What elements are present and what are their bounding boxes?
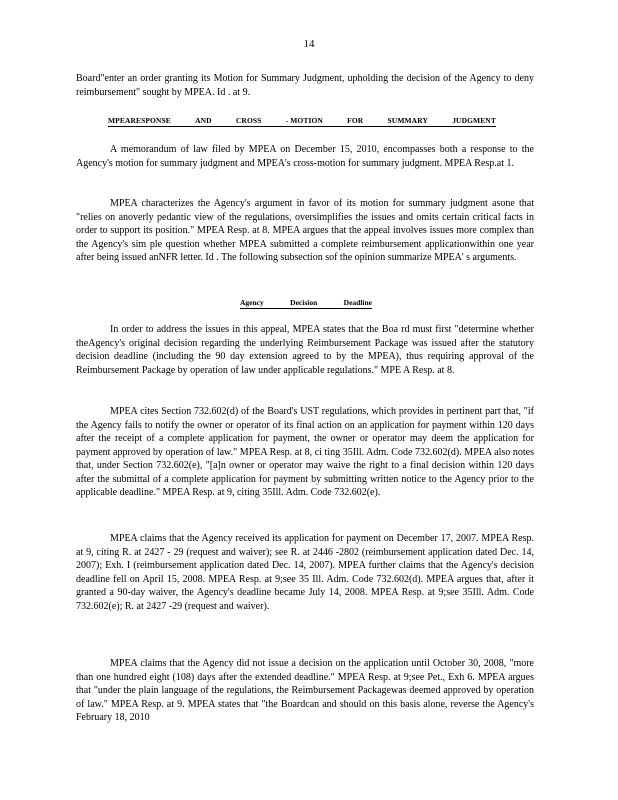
heading-word: CROSS <box>235 116 262 125</box>
paragraph-characterizes: MPEA characterizes the Agency's argument in favor of its motion for summary judgment asone that "relies on anoverly pedantic view of the regulations, oversimplifies the issues and omits certain critical facts in order to support its position." MPEA Resp. at 8. MPEA argues that the appeal involves issues more complex than the Agency's sim ple question whether MPEA submitted a complete reimbursement applicationwithin one year after being issued anNFR letter. Id . The following subsection sof the opinion summarize MPEA' s arguments. <box>76 198 534 263</box>
paragraph-continuation: Board"enter an order granting its Motion for Summary Judgment, upholding the decision of the Agency to deny reimbursement" sought by MPEA. Id . at 9. <box>76 73 534 98</box>
subheading-word: Decision <box>290 298 318 307</box>
heading-word: AND <box>195 116 212 125</box>
section-heading <box>108 116 496 127</box>
page-number: 14 <box>303 38 315 50</box>
paragraph-section-cites: MPEA cites Section 732.602(d) of the Board's UST regulations, which provides in pertinent part that, "if the Agency fails to notify the owner or operator of its final action on an application for payment within 120 days after the receipt of a complete application for payment, the owner or operator may deem the application for payment approved by operation of law." MPEA Resp. at 8, ci ting 35Ill. Adm. Code 732.602(d). MPEA also notes that, under Section 732.602(e), "[a]n owner or operator may waive the right to a final decision within 120 days after the submittal of a complete application for payment by submitting written notice to the Agency prior to the applicable deadline." MPEA Resp. at 9, citing 35Ill. Adm. Code 732.602(e). <box>76 406 534 498</box>
subsection-heading <box>240 298 372 309</box>
heading-word: JUDGMENT <box>452 116 496 125</box>
heading-word: MPEARESPONSE <box>108 116 171 125</box>
heading-word: - MOTION <box>285 116 323 125</box>
subheading-word: Agency <box>240 298 264 307</box>
paragraph-address-issues: In order to address the issues in this appeal, MPEA states that the Boa rd must first "determine whether theAgency's original decision regarding the underlying Reimbursement Package was issued after the statutory decision deadline (including the 90 day extension agreed to by the MPEA), thus requiring approval of the Reimbursement Package by operation of law under applicable regulations." MPE A Resp. at 8. <box>76 324 534 376</box>
paragraph-no-decision: MPEA claims that the Agency did not issue a decision on the application until October 30, 2008, "more than one hundred eight (108) days after the extended deadline." MPEA Resp. at 9;see Pet., Exh 6. MPEA argues that "under the plain language of the regulations, the Reimbursement Packagewas deemed approved by operation of law." MPEA Resp. at 9. MPEA states that "the Boardcan and should on this basis alone, reverse the Agency's February 18, 2010 <box>76 658 534 723</box>
heading-word: FOR <box>347 116 364 125</box>
heading-word: SUMMARY <box>387 116 428 125</box>
paragraph-application-received: MPEA claims that the Agency received its application for payment on December 17, 2007. MPEA Resp. at 9, citing R. at 2427 - 29 (request and waiver); see R. at 2446 -2802 (reimbursement application dated Dec. 14, 2007); Exh. I (reimbursement application dated Dec. 14, 2007). MPEA further claims that the Agency's decision deadline fell on April 15, 2008. MPEA Resp. at 9;see 35 Ill. Adm. Code 732.602(d). MPEA argues that, after it granted a 90-day waiver, the Agency's deadline became July 14, 2008. MPEA Resp. at 9;see 35Ill. Adm. Code 732.602(e); R. at 2427 -29 (request and waiver). <box>76 533 534 612</box>
paragraph-memorandum: A memorandum of law filed by MPEA on December 15, 2010, encompasses both a response to the Agency's motion for summary judgment and MPEA's cross-motion for summary judgment. MPEA Resp.at 1. <box>76 144 534 169</box>
subheading-word: Deadline <box>343 298 372 307</box>
